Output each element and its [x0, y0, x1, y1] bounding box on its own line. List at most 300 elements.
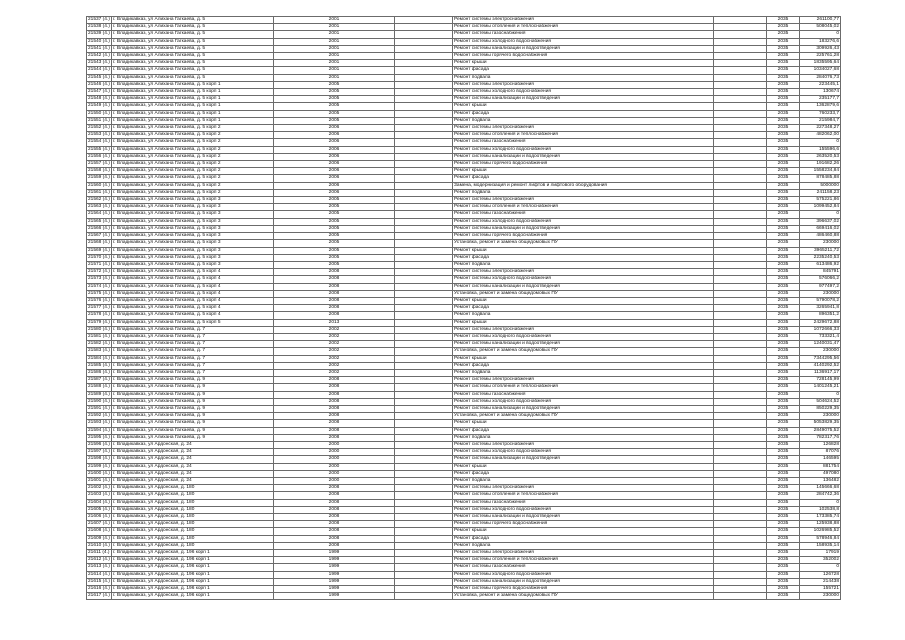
- build-year: 2000: [274, 449, 395, 456]
- row-number: 21602 (4.): [88, 485, 110, 491]
- empty-cell: [395, 348, 453, 355]
- planned-year: 2035: [767, 247, 800, 254]
- empty-cell: [714, 557, 767, 564]
- planned-year: 2035: [767, 420, 800, 427]
- planned-year: 2035: [767, 521, 800, 528]
- address: г. Владикавказ, ул Алихана Гагкаева, д. 7: [112, 326, 274, 333]
- empty-cell: [714, 355, 767, 362]
- address: г. Владикавказ, ул Алихана Гагкаева, д. 5: [112, 45, 274, 52]
- empty-cell: [395, 427, 453, 434]
- address: г. Владикавказ, ул Алихана Гагкаева, д. 5 корп 2: [112, 189, 274, 196]
- table-row: [87, 377, 841, 384]
- empty-cell: [395, 74, 453, 81]
- build-year: 2001: [274, 74, 395, 81]
- build-year: 2005: [274, 117, 395, 124]
- build-year: 2008: [274, 499, 395, 506]
- empty-cell: [395, 492, 453, 499]
- cost-value: 1099452,84: [800, 204, 841, 211]
- table-row: [87, 240, 841, 247]
- table-row: [87, 125, 841, 132]
- planned-year: 2035: [767, 405, 800, 412]
- address: г. Владикавказ, ул Алихана Гагкаева, д. 5: [112, 60, 274, 67]
- cost-value: 0: [800, 211, 841, 218]
- empty-cell: [714, 290, 767, 297]
- cost-value: 1026985,52: [800, 528, 841, 535]
- row-number: 21586 (4.): [88, 369, 110, 375]
- address: г. Владикавказ, ул Ардонская, д. 180: [112, 499, 274, 506]
- cost-value: 3265941,8: [800, 305, 841, 312]
- empty-cell: [395, 161, 453, 168]
- build-year: 2001: [274, 67, 395, 74]
- planned-year: 2035: [767, 211, 800, 218]
- cost-value: 1362879,6: [800, 103, 841, 110]
- row-number: 21589 (4.): [88, 391, 110, 397]
- empty-cell: [714, 74, 767, 81]
- build-year: 2006: [274, 146, 395, 153]
- table-row: [87, 53, 841, 60]
- work-type: Установка, ремонт и замена общедомовых ПУ: [453, 348, 714, 355]
- build-year: 2001: [274, 17, 395, 24]
- empty-cell: [714, 110, 767, 117]
- table-row: [87, 168, 841, 175]
- work-type: Ремонт крыши: [453, 168, 714, 175]
- empty-cell: [395, 542, 453, 549]
- empty-cell: [714, 53, 767, 60]
- empty-cell: [395, 398, 453, 405]
- empty-cell: [395, 17, 453, 24]
- build-year: 2000: [274, 470, 395, 477]
- cost-value: 5000000: [800, 182, 841, 189]
- empty-cell: [714, 506, 767, 513]
- empty-cell: [395, 45, 453, 52]
- row-number: 21553 (4.): [88, 132, 110, 138]
- address: г. Владикавказ, ул Алихана Гагкаева, д. 5 корп 3: [112, 211, 274, 218]
- work-type: Ремонт системы канализации и водоотведения: [453, 405, 714, 412]
- empty-cell: [395, 470, 453, 477]
- cost-value: 4140292,52: [800, 362, 841, 369]
- empty-cell: [714, 261, 767, 268]
- empty-cell: [714, 297, 767, 304]
- planned-year: 2035: [767, 305, 800, 312]
- table-row: [87, 38, 841, 45]
- cost-value: 0: [800, 31, 841, 38]
- address: г. Владикавказ, ул Алихана Гагкаева, д. 7: [112, 333, 274, 340]
- cost-value: 2849075,52: [800, 427, 841, 434]
- row-number: 21603 (4.): [88, 492, 110, 498]
- table-row: [87, 420, 841, 427]
- build-year: 2001: [274, 31, 395, 38]
- empty-cell: [395, 110, 453, 117]
- work-type: Ремонт подвала: [453, 369, 714, 376]
- address: г. Владикавказ, ул Алихана Гагкаева, д. 5 корп 4: [112, 312, 274, 319]
- address: г. Владикавказ, ул Ардонская, д. 24: [112, 456, 274, 463]
- cost-value: 126828: [800, 441, 841, 448]
- planned-year: 2035: [767, 398, 800, 405]
- empty-cell: [714, 441, 767, 448]
- row-number: 21561 (4.): [88, 189, 110, 195]
- row-number: 21596 (4.): [88, 441, 110, 447]
- empty-cell: [714, 405, 767, 412]
- cost-value: 0: [800, 564, 841, 571]
- cost-value: 1072666,33: [800, 326, 841, 333]
- table-row: [87, 60, 841, 67]
- empty-cell: [714, 146, 767, 153]
- build-year: 2002: [274, 362, 395, 369]
- row-number: 21557 (4.): [88, 161, 110, 167]
- work-type: Ремонт системы газоснабжения: [453, 31, 714, 38]
- row-number: 21537 (4.): [88, 17, 110, 22]
- empty-cell: [714, 427, 767, 434]
- row-number: 21599 (4.): [88, 463, 110, 469]
- build-year: 2005: [274, 261, 395, 268]
- row-number: 21566 (4.): [88, 225, 110, 231]
- table-row: [87, 17, 841, 24]
- work-type: Ремонт фасада: [453, 305, 714, 312]
- empty-cell: [395, 420, 453, 427]
- build-year: 2002: [274, 341, 395, 348]
- empty-cell: [714, 45, 767, 52]
- row-number: 21593 (4.): [88, 420, 110, 426]
- work-type: Ремонт системы отопления и теплоснабжения: [453, 132, 714, 139]
- cost-value: 1401245,21: [800, 384, 841, 391]
- table-row: [87, 514, 841, 521]
- empty-cell: [714, 81, 767, 88]
- empty-cell: [714, 514, 767, 521]
- row-number: 21571 (4.): [88, 261, 110, 267]
- row-number: 21587 (4.): [88, 377, 110, 383]
- work-type: Ремонт системы горячего водоснабжения: [453, 586, 714, 593]
- build-year: 2008: [274, 269, 395, 276]
- work-type: Ремонт системы горячего водоснабжения: [453, 233, 714, 240]
- address: г. Владикавказ, ул Ардонская, д. 196 корп 1: [112, 593, 274, 600]
- cost-value: 214438: [800, 578, 841, 585]
- cost-value: 230000: [800, 413, 841, 420]
- table-row: [87, 81, 841, 88]
- cost-value: 227348,27: [800, 125, 841, 132]
- planned-year: 2035: [767, 74, 800, 81]
- cost-value: 352002: [800, 557, 841, 564]
- cost-value: 760233,7: [800, 110, 841, 117]
- address: г. Владикавказ, ул Алихана Гагкаева, д. 5: [112, 67, 274, 74]
- empty-cell: [395, 535, 453, 542]
- address: г. Владикавказ, ул Ардонская, д. 180: [112, 528, 274, 535]
- cost-value: 728145,99: [800, 377, 841, 384]
- row-number: 21613 (4.): [88, 564, 110, 570]
- empty-cell: [714, 463, 767, 470]
- empty-cell: [714, 341, 767, 348]
- row-number: 21601 (4.): [88, 478, 110, 483]
- address: г. Владикавказ, ул Алихана Гагкаева, д. 7: [112, 355, 274, 362]
- work-type: Ремонт крыши: [453, 60, 714, 67]
- address: г. Владикавказ, ул Алихана Гагкаева, д. 5 корп 4: [112, 305, 274, 312]
- build-year: 2008: [274, 420, 395, 427]
- planned-year: 2035: [767, 333, 800, 340]
- empty-cell: [714, 31, 767, 38]
- table-row: [87, 153, 841, 160]
- address: г. Владикавказ, ул Алихана Гагкаева, д. 5: [112, 38, 274, 45]
- cost-value: 2429672,88: [800, 319, 841, 326]
- empty-cell: [395, 283, 453, 290]
- cost-value: 5790078,2: [800, 297, 841, 304]
- empty-cell: [714, 233, 767, 240]
- cost-value: 5053829,35: [800, 420, 841, 427]
- cost-value: 230000: [800, 348, 841, 355]
- work-type: Ремонт системы холодного водоснабжения: [453, 506, 714, 513]
- build-year: 2008: [274, 434, 395, 441]
- work-type: Ремонт системы холодного водоснабжения: [453, 571, 714, 578]
- empty-cell: [395, 81, 453, 88]
- cost-value: 1835595,64: [800, 60, 841, 67]
- cost-value: 130674: [800, 89, 841, 96]
- table-row: [87, 312, 841, 319]
- row-number: 21554 (4.): [88, 139, 110, 145]
- empty-cell: [395, 261, 453, 268]
- address: г. Владикавказ, ул Алихана Гагкаева, д. 5: [112, 24, 274, 31]
- planned-year: 2035: [767, 254, 800, 261]
- empty-cell: [395, 341, 453, 348]
- cost-value: 223445,1: [800, 81, 841, 88]
- empty-cell: [714, 305, 767, 312]
- empty-cell: [395, 225, 453, 232]
- cost-value: 482062,00: [800, 132, 841, 139]
- empty-cell: [395, 254, 453, 261]
- cost-value: 241158,23: [800, 189, 841, 196]
- build-year: 2008: [274, 427, 395, 434]
- empty-cell: [395, 67, 453, 74]
- work-type: Ремонт системы холодного водоснабжения: [453, 38, 714, 45]
- address: г. Владикавказ, ул Алихана Гагкаева, д. 5 корп 1: [112, 89, 274, 96]
- row-number: 21604 (4.): [88, 499, 110, 505]
- build-year: 2006: [274, 132, 395, 139]
- work-type: Ремонт фасада: [453, 427, 714, 434]
- build-year: 2008: [274, 377, 395, 384]
- planned-year: 2035: [767, 161, 800, 168]
- empty-cell: [395, 175, 453, 182]
- work-type: Ремонт системы электроснабжения: [453, 550, 714, 557]
- empty-cell: [714, 103, 767, 110]
- planned-year: 2035: [767, 261, 800, 268]
- build-year: 2005: [274, 225, 395, 232]
- row-number: 21614 (4.): [88, 571, 110, 577]
- work-type: Ремонт системы отопления и теплоснабжения: [453, 384, 714, 391]
- cost-value: 977497,2: [800, 283, 841, 290]
- capital-repair-table: [86, 16, 841, 600]
- row-number: 21564 (4.): [88, 211, 110, 217]
- address: г. Владикавказ, ул Алихана Гагкаева, д. 5 корп 2: [112, 132, 274, 139]
- table-body: [87, 17, 841, 600]
- table-row: [87, 550, 841, 557]
- empty-cell: [714, 319, 767, 326]
- build-year: 2005: [274, 110, 395, 117]
- empty-cell: [395, 384, 453, 391]
- cost-value: 136482: [800, 478, 841, 485]
- planned-year: 2035: [767, 290, 800, 297]
- empty-cell: [395, 463, 453, 470]
- work-type: Ремонт фасада: [453, 175, 714, 182]
- row-number: 21545 (4.): [88, 74, 110, 80]
- address: г. Владикавказ, ул Алихана Гагкаева, д. 5 корп 4: [112, 297, 274, 304]
- work-type: Ремонт системы электроснабжения: [453, 197, 714, 204]
- planned-year: 2035: [767, 319, 800, 326]
- empty-cell: [395, 405, 453, 412]
- address: г. Владикавказ, ул Ардонская, д. 24: [112, 478, 274, 485]
- empty-cell: [714, 132, 767, 139]
- work-type: Ремонт системы холодного водоснабжения: [453, 398, 714, 405]
- build-year: 2002: [274, 369, 395, 376]
- table-row: [87, 290, 841, 297]
- build-year: 2008: [274, 297, 395, 304]
- table-row: [87, 117, 841, 124]
- empty-cell: [714, 449, 767, 456]
- table-row: [87, 542, 841, 549]
- planned-year: 2035: [767, 218, 800, 225]
- build-year: 2005: [274, 211, 395, 218]
- address: г. Владикавказ, ул Ардонская, д. 180: [112, 506, 274, 513]
- table-row: [87, 528, 841, 535]
- table-row: [87, 413, 841, 420]
- row-number: 21569 (4.): [88, 247, 110, 253]
- work-type: Ремонт подвала: [453, 312, 714, 319]
- work-type: Ремонт фасада: [453, 362, 714, 369]
- cost-value: 309926,43: [800, 45, 841, 52]
- empty-cell: [395, 521, 453, 528]
- cost-value: 613486,92: [800, 261, 841, 268]
- build-year: 2008: [274, 283, 395, 290]
- build-year: 1999: [274, 571, 395, 578]
- empty-cell: [714, 17, 767, 24]
- planned-year: 2035: [767, 427, 800, 434]
- empty-cell: [395, 528, 453, 535]
- cost-value: 263520,53: [800, 153, 841, 160]
- address: г. Владикавказ, ул Ардонская, д. 180: [112, 535, 274, 542]
- build-year: 2013: [274, 319, 395, 326]
- address: г. Владикавказ, ул Алихана Гагкаева, д. 7: [112, 362, 274, 369]
- cost-value: 284742,36: [800, 492, 841, 499]
- address: г. Владикавказ, ул Алихана Гагкаева, д. 5 корп 2: [112, 153, 274, 160]
- build-year: 2001: [274, 38, 395, 45]
- empty-cell: [395, 60, 453, 67]
- empty-cell: [395, 557, 453, 564]
- work-type: Ремонт фасада: [453, 67, 714, 74]
- empty-cell: [395, 38, 453, 45]
- empty-cell: [395, 362, 453, 369]
- empty-cell: [395, 305, 453, 312]
- planned-year: 2035: [767, 478, 800, 485]
- build-year: 2001: [274, 60, 395, 67]
- empty-cell: [714, 67, 767, 74]
- build-year: 1999: [274, 578, 395, 585]
- planned-year: 2035: [767, 139, 800, 146]
- empty-cell: [714, 362, 767, 369]
- cost-value: 578946,84: [800, 535, 841, 542]
- empty-cell: [714, 384, 767, 391]
- work-type: Ремонт системы канализации и водоотведения: [453, 225, 714, 232]
- work-type: Ремонт системы канализации и водоотведения: [453, 283, 714, 290]
- empty-cell: [714, 182, 767, 189]
- table-row: [87, 470, 841, 477]
- cost-value: 155596,6: [800, 146, 841, 153]
- table-row: [87, 456, 841, 463]
- empty-cell: [714, 175, 767, 182]
- planned-year: 2035: [767, 535, 800, 542]
- cost-value: 396637,02: [800, 218, 841, 225]
- build-year: 1999: [274, 593, 395, 600]
- work-type: Ремонт системы горячего водоснабжения: [453, 53, 714, 60]
- build-year: 2005: [274, 89, 395, 96]
- row-number: 21594 (4.): [88, 427, 110, 433]
- cost-value: 230000: [800, 290, 841, 297]
- work-type: Ремонт подвала: [453, 261, 714, 268]
- work-type: Ремонт крыши: [453, 528, 714, 535]
- planned-year: 2035: [767, 125, 800, 132]
- build-year: 2006: [274, 189, 395, 196]
- build-year: 2000: [274, 441, 395, 448]
- address: г. Владикавказ, ул Ардонская, д. 196 корп 1: [112, 564, 274, 571]
- work-type: Ремонт системы газоснабжения: [453, 139, 714, 146]
- work-type: Ремонт подвала: [453, 478, 714, 485]
- address: г. Владикавказ, ул Ардонская, д. 24: [112, 449, 274, 456]
- cost-value: 0: [800, 499, 841, 506]
- empty-cell: [714, 333, 767, 340]
- empty-cell: [714, 550, 767, 557]
- planned-year: 2035: [767, 312, 800, 319]
- work-type: Ремонт крыши: [453, 420, 714, 427]
- planned-year: 2035: [767, 492, 800, 499]
- work-type: Ремонт системы отопления и теплоснабжения: [453, 24, 714, 31]
- table-row: [87, 391, 841, 398]
- table-row: [87, 535, 841, 542]
- cost-value: 878485,88: [800, 175, 841, 182]
- planned-year: 2035: [767, 571, 800, 578]
- table-row: [87, 586, 841, 593]
- empty-cell: [395, 211, 453, 218]
- table-row: [87, 146, 841, 153]
- work-type: Ремонт системы канализации и водоотведения: [453, 341, 714, 348]
- address: г. Владикавказ, ул Алихана Гагкаева, д. 9: [112, 391, 274, 398]
- row-number: 21572 (4.): [88, 269, 110, 275]
- work-type: Ремонт подвала: [453, 542, 714, 549]
- table-row: [87, 182, 841, 189]
- build-year: 2005: [274, 254, 395, 261]
- empty-cell: [395, 89, 453, 96]
- table-row: [87, 333, 841, 340]
- planned-year: 2035: [767, 53, 800, 60]
- empty-cell: [714, 571, 767, 578]
- empty-cell: [714, 413, 767, 420]
- row-number: 21590 (4.): [88, 398, 110, 404]
- build-year: 2008: [274, 492, 395, 499]
- address: г. Владикавказ, ул Алихана Гагкаева, д. 9: [112, 377, 274, 384]
- cost-value: 508045,02: [800, 24, 841, 31]
- address: г. Владикавказ, ул Алихана Гагкаева, д. 5: [112, 31, 274, 38]
- cost-value: 1558234,84: [800, 168, 841, 175]
- table-row: [87, 218, 841, 225]
- empty-cell: [395, 377, 453, 384]
- cost-value: 486460,88: [800, 233, 841, 240]
- planned-year: 2035: [767, 434, 800, 441]
- planned-year: 2035: [767, 449, 800, 456]
- empty-cell: [714, 153, 767, 160]
- empty-cell: [714, 96, 767, 103]
- empty-cell: [395, 441, 453, 448]
- cost-value: 183276,6: [800, 38, 841, 45]
- table-row: [87, 197, 841, 204]
- planned-year: 2035: [767, 593, 800, 600]
- planned-year: 2035: [767, 506, 800, 513]
- empty-cell: [714, 269, 767, 276]
- work-type: Ремонт системы холодного водоснабжения: [453, 333, 714, 340]
- table-row: [87, 96, 841, 103]
